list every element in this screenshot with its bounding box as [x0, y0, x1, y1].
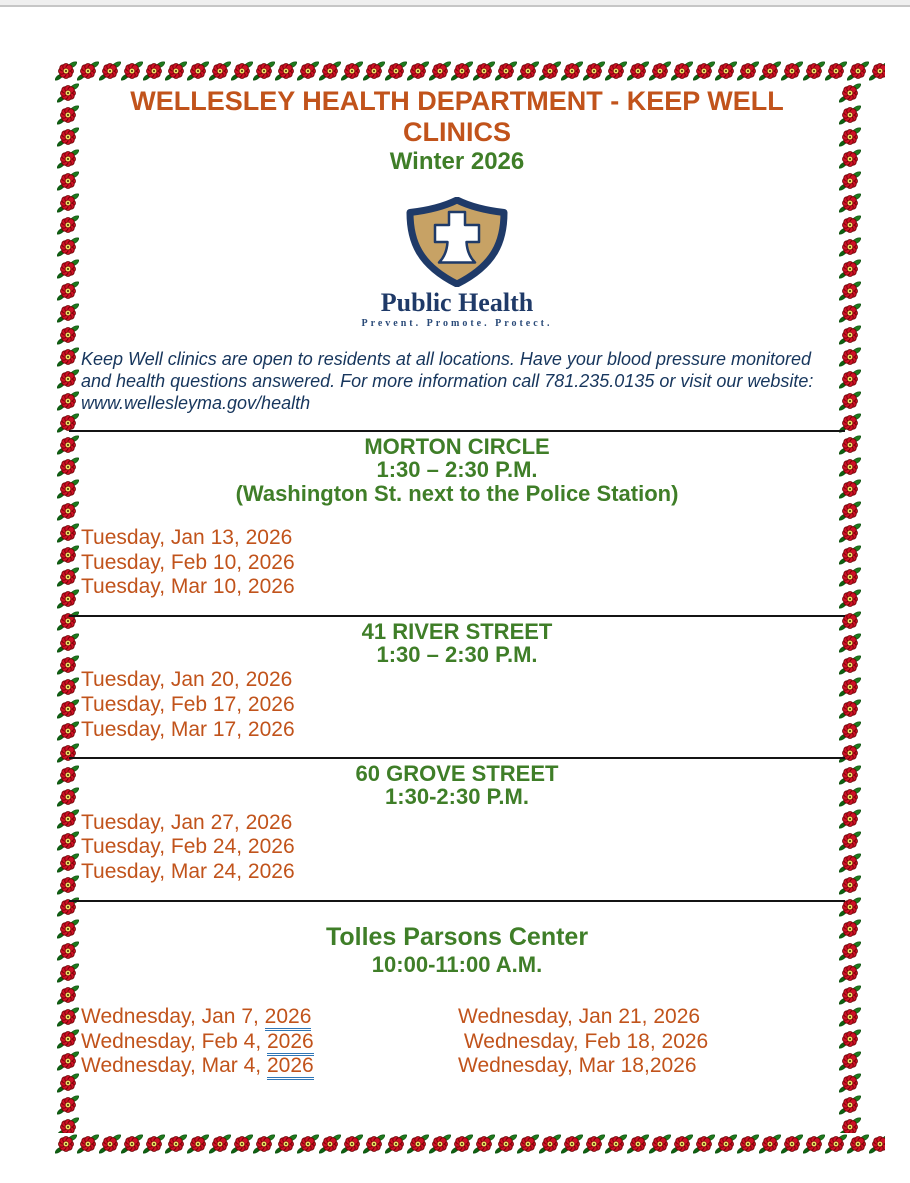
- flower-icon: [839, 258, 861, 280]
- flower-icon: [57, 1094, 79, 1116]
- flower-icon: [297, 1133, 319, 1155]
- flower-icon: [57, 214, 79, 236]
- flower-icon: [143, 60, 165, 82]
- clinic-section-41-river-street: [81, 620, 833, 742]
- flower-icon: [671, 60, 693, 82]
- flower-icon: [57, 764, 79, 786]
- clinic-name: 60 GROVE STREET: [355, 761, 559, 787]
- flower-icon: [839, 940, 861, 962]
- flower-icon: [55, 1133, 77, 1155]
- border-left: [57, 82, 79, 1133]
- flower-icon: [839, 830, 861, 852]
- clinic-location-note: (Washington St. next to the Police Station): [235, 480, 679, 506]
- flower-icon: [275, 60, 297, 82]
- flower-icon: [57, 676, 79, 698]
- flower-icon: [839, 764, 861, 786]
- flower-icon: [737, 60, 759, 82]
- flower-icon: [319, 1133, 341, 1155]
- flower-icon: [187, 1133, 209, 1155]
- public-health-logo: [81, 197, 833, 329]
- flower-icon: [57, 1050, 79, 1072]
- flower-icon: [539, 60, 561, 82]
- flower-icon: [57, 522, 79, 544]
- spellcheck-underlined-year: 2026: [267, 1030, 314, 1056]
- flower-icon: [57, 698, 79, 720]
- clinic-time: 1:30 – 2:30 P.M.: [376, 457, 538, 483]
- flower-icon: [839, 852, 861, 874]
- flower-icon: [839, 874, 861, 896]
- flower-icon: [57, 808, 79, 830]
- flower-icon: [649, 60, 671, 82]
- flower-icon: [57, 236, 79, 258]
- flower-icon: [561, 60, 583, 82]
- flower-icon: [839, 742, 861, 764]
- flower-icon: [839, 1116, 861, 1133]
- flower-icon: [839, 82, 861, 104]
- flower-icon: [385, 1133, 407, 1155]
- clinic-date: Wednesday, Feb 18, 2026: [458, 1029, 709, 1053]
- flower-icon: [671, 1133, 693, 1155]
- flower-icon: [165, 1133, 187, 1155]
- flower-icon: [121, 60, 143, 82]
- flower-icon: [869, 1133, 885, 1155]
- flower-icon: [57, 566, 79, 588]
- flower-icon: [737, 1133, 759, 1155]
- flower-icon: [839, 786, 861, 808]
- flower-icon: [561, 1133, 583, 1155]
- flower-icon: [165, 60, 187, 82]
- flower-icon: [57, 654, 79, 676]
- flower-icon: [57, 1072, 79, 1094]
- clinic-date: Tuesday, Jan 20, 2026: [81, 668, 293, 692]
- logo-tagline: Prevent. Promote. Protect.: [361, 318, 553, 330]
- flower-icon: [839, 720, 861, 742]
- flower-icon: [839, 544, 861, 566]
- flower-icon: [473, 60, 495, 82]
- section-divider: [69, 757, 845, 759]
- flower-icon: [839, 808, 861, 830]
- border-top: [55, 60, 885, 82]
- flower-icon: [839, 478, 861, 500]
- flower-icon: [825, 60, 847, 82]
- flower-icon: [57, 126, 79, 148]
- clinic-section-tolles-parsons: [81, 924, 833, 1079]
- shield-cross-icon: [405, 197, 509, 287]
- flower-icon: [839, 346, 861, 368]
- border-bottom: [55, 1133, 885, 1155]
- clinic-date-list: [81, 526, 833, 600]
- flower-icon: [341, 1133, 363, 1155]
- flower-icon: [693, 1133, 715, 1155]
- flower-icon: [839, 676, 861, 698]
- flower-icon: [57, 786, 79, 808]
- clinic-date: Tuesday, Mar 10, 2026: [81, 575, 295, 599]
- flower-icon: [275, 1133, 297, 1155]
- flower-icon: [57, 148, 79, 170]
- clinic-date: Wednesday, Mar 18,2026: [458, 1054, 697, 1078]
- clinic-date: Tuesday, Mar 24, 2026: [81, 859, 295, 883]
- flower-icon: [57, 302, 79, 324]
- flower-icon: [605, 1133, 627, 1155]
- flower-icon: [231, 60, 253, 82]
- logo-name: Public Health: [380, 287, 534, 317]
- flower-icon: [839, 610, 861, 632]
- flower-icon: [839, 368, 861, 390]
- section-divider: [69, 900, 845, 902]
- flower-icon: [57, 962, 79, 984]
- clinic-date: [81, 1030, 458, 1055]
- flower-icon: [57, 632, 79, 654]
- clinic-date: Tuesday, Mar 17, 2026: [81, 717, 295, 741]
- date-column-right: [458, 1005, 708, 1079]
- clinic-section-60-grove-street: [81, 762, 833, 884]
- flower-icon: [57, 918, 79, 940]
- flower-icon: [187, 60, 209, 82]
- flower-icon: [839, 324, 861, 346]
- flower-icon: [473, 1133, 495, 1155]
- flower-icon: [839, 500, 861, 522]
- flower-icon: [781, 1133, 803, 1155]
- flower-icon: [803, 1133, 825, 1155]
- flyer-content: [81, 84, 833, 1079]
- flower-icon: [839, 566, 861, 588]
- flower-icon: [839, 302, 861, 324]
- flower-icon: [57, 324, 79, 346]
- flower-icon: [847, 60, 869, 82]
- flower-icon: [839, 170, 861, 192]
- flower-icon: [839, 434, 861, 456]
- date-column-left: [81, 1005, 458, 1079]
- clinic-date-list: [81, 811, 833, 885]
- flower-icon: [627, 60, 649, 82]
- flower-icon: [825, 1133, 847, 1155]
- flower-icon: [517, 1133, 539, 1155]
- flower-icon: [495, 60, 517, 82]
- flower-icon: [839, 1006, 861, 1028]
- flower-icon: [253, 1133, 275, 1155]
- flower-icon: [57, 456, 79, 478]
- clinic-date-list: [81, 668, 833, 742]
- flower-icon: [839, 126, 861, 148]
- flower-icon: [839, 1072, 861, 1094]
- page-title: WELLESLEY HEALTH DEPARTMENT - KEEP WELL CLINICS: [130, 86, 784, 148]
- spellcheck-underlined-year: 2026: [267, 1054, 314, 1080]
- flower-icon: [839, 280, 861, 302]
- flower-icon: [759, 60, 781, 82]
- flower-icon: [319, 60, 341, 82]
- flower-icon: [839, 654, 861, 676]
- flower-icon: [209, 1133, 231, 1155]
- flower-icon: [715, 1133, 737, 1155]
- flower-icon: [781, 60, 803, 82]
- clinic-time: 1:30-2:30 P.M.: [385, 784, 529, 810]
- flower-icon: [57, 104, 79, 126]
- flower-icon: [341, 60, 363, 82]
- flower-icon: [57, 170, 79, 192]
- flower-icon: [839, 588, 861, 610]
- flower-icon: [57, 82, 79, 104]
- flower-icon: [57, 610, 79, 632]
- border-right: [839, 82, 861, 1133]
- date-text: Wednesday, Feb 4,: [81, 1029, 267, 1053]
- flower-icon: [839, 1028, 861, 1050]
- clinic-date: Tuesday, Feb 17, 2026: [81, 692, 295, 716]
- decorative-flower-border: [55, 60, 885, 1155]
- clinic-name: Tolles Parsons Center: [325, 922, 589, 951]
- flower-icon: [407, 1133, 429, 1155]
- flower-icon: [583, 60, 605, 82]
- flower-icon: [839, 698, 861, 720]
- flower-icon: [77, 60, 99, 82]
- flower-icon: [605, 60, 627, 82]
- flower-icon: [693, 60, 715, 82]
- flower-icon: [57, 720, 79, 742]
- clinic-date: Tuesday, Jan 13, 2026: [81, 525, 293, 549]
- flower-icon: [451, 60, 473, 82]
- flower-icon: [99, 1133, 121, 1155]
- flower-icon: [57, 192, 79, 214]
- flower-icon: [57, 368, 79, 390]
- flower-icon: [57, 852, 79, 874]
- flower-icon: [57, 500, 79, 522]
- flower-icon: [57, 390, 79, 412]
- flower-icon: [839, 148, 861, 170]
- clinic-date: Tuesday, Feb 24, 2026: [81, 835, 295, 859]
- flower-icon: [77, 1133, 99, 1155]
- flower-icon: [869, 60, 885, 82]
- flower-icon: [839, 456, 861, 478]
- flower-icon: [363, 1133, 385, 1155]
- flower-icon: [57, 830, 79, 852]
- flower-icon: [57, 346, 79, 368]
- flower-icon: [57, 1006, 79, 1028]
- flower-icon: [57, 280, 79, 302]
- clinic-date: Tuesday, Jan 27, 2026: [81, 810, 293, 834]
- flower-icon: [57, 544, 79, 566]
- flower-icon: [121, 1133, 143, 1155]
- flower-icon: [57, 258, 79, 280]
- flower-icon: [839, 104, 861, 126]
- flower-icon: [385, 60, 407, 82]
- flower-icon: [57, 1028, 79, 1050]
- clinic-name: 41 RIVER STREET: [361, 618, 553, 644]
- flower-icon: [253, 60, 275, 82]
- flower-icon: [57, 742, 79, 764]
- flower-icon: [803, 60, 825, 82]
- flower-icon: [715, 60, 737, 82]
- flower-icon: [839, 918, 861, 940]
- flower-icon: [451, 1133, 473, 1155]
- flower-icon: [55, 60, 77, 82]
- intro-paragraph: Keep Well clinics are open to residents at all locations. Have your blood pressure monitored and health questions answered. For more information call 781.235.0135 or visit our website: www.wellesleyma.gov/health: [81, 349, 814, 414]
- flower-icon: [839, 214, 861, 236]
- spellcheck-underlined-year: 2026: [265, 1005, 312, 1031]
- clinic-section-morton-circle: [81, 435, 833, 600]
- flower-icon: [57, 478, 79, 500]
- flower-icon: [839, 962, 861, 984]
- flower-icon: [297, 60, 319, 82]
- clinic-date-list: [81, 1005, 833, 1079]
- page-subtitle: Winter 2026: [389, 148, 525, 176]
- clinic-name: MORTON CIRCLE: [364, 434, 550, 460]
- clinic-date: Tuesday, Feb 10, 2026: [81, 550, 295, 574]
- flower-icon: [649, 1133, 671, 1155]
- flower-icon: [231, 1133, 253, 1155]
- clinic-date: [81, 1005, 458, 1030]
- flower-icon: [839, 1050, 861, 1072]
- flower-icon: [57, 940, 79, 962]
- flower-icon: [583, 1133, 605, 1155]
- section-divider: [69, 615, 845, 617]
- flower-icon: [495, 1133, 517, 1155]
- clinic-date: [81, 1054, 458, 1079]
- flower-icon: [143, 1133, 165, 1155]
- clinic-time: 1:30 – 2:30 P.M.: [376, 642, 538, 668]
- flower-icon: [57, 984, 79, 1006]
- flower-icon: [209, 60, 231, 82]
- flower-icon: [839, 1094, 861, 1116]
- clinic-time: 10:00-11:00 A.M.: [371, 952, 543, 978]
- section-divider: [69, 430, 845, 432]
- flower-icon: [429, 1133, 451, 1155]
- flower-icon: [99, 60, 121, 82]
- flower-icon: [839, 984, 861, 1006]
- flower-icon: [407, 60, 429, 82]
- flower-icon: [759, 1133, 781, 1155]
- flower-icon: [839, 390, 861, 412]
- date-text: Wednesday, Mar 4,: [81, 1054, 267, 1078]
- clinic-date: Wednesday, Jan 21, 2026: [458, 1005, 701, 1029]
- flower-icon: [539, 1133, 561, 1155]
- flower-icon: [839, 192, 861, 214]
- flower-icon: [839, 236, 861, 258]
- flower-icon: [429, 60, 451, 82]
- date-text: Wednesday, Jan 7,: [81, 1005, 265, 1029]
- flower-icon: [839, 522, 861, 544]
- flower-icon: [627, 1133, 649, 1155]
- flower-icon: [57, 434, 79, 456]
- flower-icon: [57, 1116, 79, 1133]
- flower-icon: [517, 60, 539, 82]
- flower-icon: [57, 588, 79, 610]
- flower-icon: [847, 1133, 869, 1155]
- window-top-edge: [0, 0, 910, 7]
- flower-icon: [839, 632, 861, 654]
- flower-icon: [57, 874, 79, 896]
- flower-icon: [363, 60, 385, 82]
